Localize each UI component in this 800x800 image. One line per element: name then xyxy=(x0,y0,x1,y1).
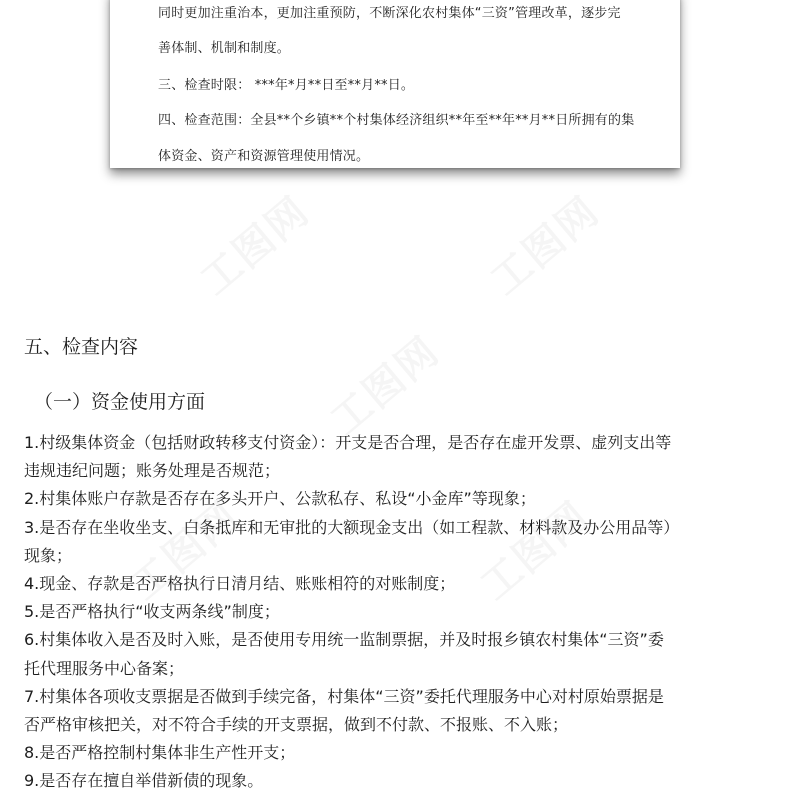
watermark: 工图网 xyxy=(482,188,609,305)
section-heading: 五、检查内容 xyxy=(24,336,139,358)
content-line: 违规违纪问题；账务处理是否规范； xyxy=(24,461,281,481)
content-line: 3.是否存在坐收坐支、白条抵库和无审批的大额现金支出（如工程款、材料款及办公用品等） xyxy=(24,517,680,537)
doc-line: 体资金、资产和资源管理使用情况。 xyxy=(158,149,370,164)
content-line: 2.村集体账户存款是否存在多头开户、公款私存、私设“小金库”等现象； xyxy=(24,489,536,509)
doc-line: 三、检查时限： ***年*月**日至**月**日。 xyxy=(158,78,415,93)
watermark: 工图网 xyxy=(122,493,249,610)
content-line: 否严格审核把关，对不符合手续的开支票据，做到不付款、不报账、不入账； xyxy=(24,715,569,735)
watermark: 工图网 xyxy=(192,188,319,305)
doc-line: 四、检查范围：全县**个乡镇**个村集体经济组织**年至**年**月**日所拥有的集 xyxy=(158,113,635,128)
content-line: 7.村集体各项收支票据是否做到手续完备，村集体“三资”委托代理服务中心对村原始票据是 xyxy=(24,686,664,706)
sub-heading: （一）资金使用方面 xyxy=(34,391,206,413)
content-line: 现象； xyxy=(24,545,73,565)
content-line: 8.是否严格控制村集体非生产性开支； xyxy=(24,743,296,763)
content-line: 9.是否存在擅自举借新债的现象。 xyxy=(24,771,264,791)
watermark: 工图网 xyxy=(322,328,449,445)
content-line: 6.村集体收入是否及时入账，是否使用专用统一监制票据，并及时报乡镇农村集体“三资”委 xyxy=(24,630,664,650)
content-line: 4.现金、存款是否严格执行日清月结、账账相符的对账制度； xyxy=(24,574,456,594)
doc-line: 善体制、机制和制度。 xyxy=(158,41,291,56)
document-preview-card xyxy=(110,0,680,168)
doc-line: 同时更加注重治本，更加注重预防，不断深化农村集体“三资”管理改革，逐步完 xyxy=(158,6,621,21)
content-line: 托代理服务中心备案； xyxy=(24,658,185,678)
content-line: 1.村级集体资金（包括财政转移支付资金）：开支是否合理，是否存在虚开发票、虚列支出等 xyxy=(24,433,672,452)
content-list xyxy=(24,429,784,796)
content-line: 5.是否严格执行“收支两条线”制度； xyxy=(24,602,280,622)
watermark: 工图网 xyxy=(472,493,599,610)
